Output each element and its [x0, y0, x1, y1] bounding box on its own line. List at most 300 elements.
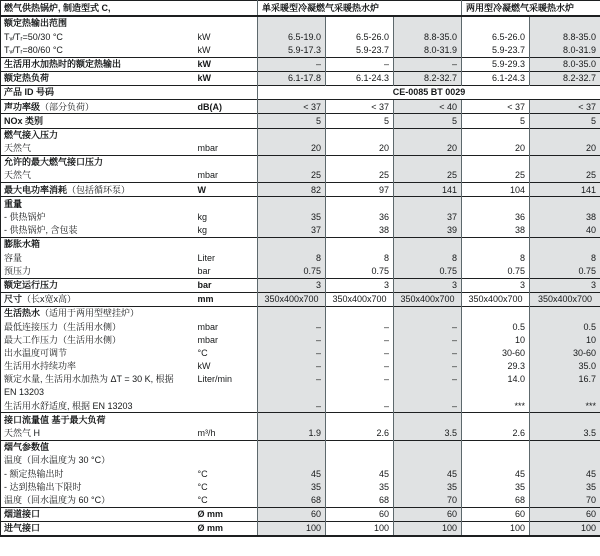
row-label: 最大电功率消耗（包括循环泵）: [1, 183, 196, 197]
row-unit: mbar: [197, 321, 219, 332]
value-cell: 68: [326, 494, 394, 508]
row-unit: bar: [197, 265, 211, 276]
value-cell: 5: [258, 114, 326, 128]
value-cell: [326, 16, 394, 30]
row-unit: °C: [197, 481, 208, 492]
value-cell: 3: [258, 278, 326, 292]
row-label: 进气接口: [1, 521, 196, 536]
value-cell: 35: [462, 480, 530, 493]
value-cell: 10: [530, 333, 600, 346]
row-label: EN 13203: [4, 387, 45, 398]
row-label: 生活用水持续功率: [4, 361, 77, 372]
value-cell: 37: [394, 211, 462, 224]
value-cell: 36: [326, 211, 394, 224]
row-unit: mm: [196, 292, 258, 306]
value-cell: [326, 197, 394, 211]
value-cell: 0.75: [462, 264, 530, 278]
row-label: 产品 ID 号码: [1, 85, 196, 99]
value-cell: –: [394, 333, 462, 346]
value-cell: 8: [530, 251, 600, 264]
value-cell: [394, 386, 462, 399]
table-row: [1, 43, 600, 57]
value-cell: 25: [394, 169, 462, 183]
value-cell: 45: [530, 467, 600, 480]
value-cell: [462, 128, 530, 142]
value-cell: 60: [258, 507, 326, 521]
value-cell: –: [394, 57, 462, 71]
value-cell: 40: [530, 224, 600, 238]
value-cell: [326, 454, 394, 467]
value-cell: –: [258, 347, 326, 360]
value-cell: 8.0-35.0: [530, 57, 600, 71]
value-cell: 38: [326, 224, 394, 238]
row-unit: W: [196, 183, 258, 197]
value-cell: –: [326, 320, 394, 333]
value-cell: 6.5-19.0: [258, 30, 326, 43]
value-cell: [326, 413, 394, 427]
value-cell: –: [258, 333, 326, 346]
value-cell: [394, 16, 462, 30]
value-cell: [462, 306, 530, 320]
value-cell: [530, 238, 600, 252]
value-cell: 36: [462, 211, 530, 224]
row-unit: kW: [196, 57, 258, 71]
row-unit: [196, 155, 258, 169]
row-unit: [196, 114, 258, 128]
row-label: 预压力: [4, 265, 32, 276]
row-label: - 供热锅炉: [4, 212, 46, 223]
value-cell: 8.0-31.9: [394, 43, 462, 57]
value-cell: 6.5-26.0: [462, 30, 530, 43]
value-cell: 38: [462, 224, 530, 238]
row-label: 天然气: [4, 170, 32, 181]
value-cell: 8.0-31.9: [530, 43, 600, 57]
value-cell: 3.5: [530, 427, 600, 441]
value-cell: [326, 155, 394, 169]
value-cell: < 37: [326, 100, 394, 114]
value-cell: 5.9-23.7: [462, 43, 530, 57]
row-unit: kW: [196, 71, 258, 85]
row-label: 烟道接口: [1, 507, 196, 521]
value-cell: [258, 128, 326, 142]
value-cell: ***: [462, 399, 530, 413]
row-unit: [196, 440, 258, 454]
row-label: 尺寸（长x宽x高）: [1, 292, 196, 306]
value-cell: –: [258, 360, 326, 373]
table-row: [1, 467, 600, 480]
value-cell: 16.7: [530, 373, 600, 386]
value-cell: [326, 440, 394, 454]
table-row: [1, 306, 600, 320]
table-row: [1, 16, 600, 30]
value-cell: [462, 197, 530, 211]
row-label: Tᵥ/Tᵣ=50/30 °C: [4, 31, 63, 42]
row-label: 生活热水（适用于两用型壁挂炉）: [1, 306, 196, 320]
value-cell: 20: [394, 142, 462, 156]
value-cell: [258, 413, 326, 427]
value-cell: [326, 128, 394, 142]
value-cell: 10: [462, 333, 530, 346]
value-cell: 350x400x700: [530, 292, 600, 306]
value-cell: < 37: [462, 100, 530, 114]
value-cell: 141: [394, 183, 462, 197]
table-row: [1, 197, 600, 211]
value-cell: [394, 440, 462, 454]
row-unit: bar: [196, 278, 258, 292]
value-cell: < 37: [258, 100, 326, 114]
value-cell: –: [258, 399, 326, 413]
value-cell: –: [326, 57, 394, 71]
row-label: 允许的最大燃气接口压力: [1, 155, 196, 169]
row-label: 生活用水舒适度, 根据 EN 13203: [4, 400, 133, 411]
value-cell: 8.2-32.7: [530, 71, 600, 85]
table-row: [1, 238, 600, 252]
value-cell: 5: [394, 114, 462, 128]
table-row: [1, 183, 600, 197]
value-cell: 0.5: [462, 320, 530, 333]
table-body: [1, 16, 600, 536]
value-cell: 5: [530, 114, 600, 128]
row-unit: [196, 454, 258, 467]
value-cell: [258, 386, 326, 399]
value-cell: 8: [394, 251, 462, 264]
row-label: 额定热输出范围: [1, 16, 196, 30]
value-cell: 3: [530, 278, 600, 292]
value-cell: 350x400x700: [394, 292, 462, 306]
value-cell: [462, 413, 530, 427]
row-unit: [196, 238, 258, 252]
value-cell: 60: [394, 507, 462, 521]
row-label: 接口流量值 基于最大负荷: [1, 413, 196, 427]
value-cell: 39: [394, 224, 462, 238]
table-row: [1, 85, 600, 99]
table-row: [1, 480, 600, 493]
value-cell: 6.1-24.3: [462, 71, 530, 85]
value-cell: [394, 306, 462, 320]
row-unit: kW: [197, 44, 211, 55]
value-cell: [326, 386, 394, 399]
value-cell: 350x400x700: [258, 292, 326, 306]
value-cell: 1.9: [258, 427, 326, 441]
table-row: [1, 373, 600, 386]
value-cell: 6.5-26.0: [326, 30, 394, 43]
value-cell: 3: [394, 278, 462, 292]
value-cell: [258, 155, 326, 169]
table-row: [1, 211, 600, 224]
value-cell: 0.75: [258, 264, 326, 278]
value-cell: [258, 440, 326, 454]
value-cell: 70: [530, 494, 600, 508]
row-unit: [196, 399, 258, 413]
value-cell: [258, 16, 326, 30]
value-cell: 20: [530, 142, 600, 156]
value-cell: 30-60: [462, 347, 530, 360]
value-cell: [530, 386, 600, 399]
value-cell: 100: [462, 521, 530, 536]
value-cell: [530, 16, 600, 30]
table-row: [1, 521, 600, 536]
row-unit: kW: [197, 31, 211, 42]
row-label: 天然气: [4, 143, 32, 154]
value-cell: 25: [462, 169, 530, 183]
value-cell: –: [394, 347, 462, 360]
table-row: [1, 320, 600, 333]
value-cell: 30-60: [530, 347, 600, 360]
value-cell: 6.1-24.3: [326, 71, 394, 85]
value-cell: [462, 155, 530, 169]
row-label: Tᵥ/Tᵣ=80/60 °C: [4, 44, 63, 55]
row-unit: [196, 197, 258, 211]
row-unit: Liter/min: [197, 374, 233, 385]
value-cell: 35: [530, 480, 600, 493]
table-row: [1, 30, 600, 43]
value-cell: [530, 454, 600, 467]
value-cell: 6.1-17.8: [258, 71, 326, 85]
value-cell: [394, 454, 462, 467]
value-cell: 141: [530, 183, 600, 197]
unit-column-header: [196, 1, 258, 17]
table-title: 燃气供热锅炉, 制造型式 C,: [1, 1, 196, 17]
value-cell: 100: [394, 521, 462, 536]
value-cell: [462, 454, 530, 467]
value-cell: 82: [258, 183, 326, 197]
value-cell: [394, 128, 462, 142]
value-cell: 45: [394, 467, 462, 480]
value-cell: [326, 306, 394, 320]
value-cell: 45: [258, 467, 326, 480]
row-label: 生活用水加热时的额定热输出: [1, 57, 196, 71]
value-cell: –: [326, 347, 394, 360]
row-label: 额定运行压力: [1, 278, 196, 292]
row-unit: °C: [197, 347, 208, 358]
value-cell: 2.6: [462, 427, 530, 441]
row-label: - 达到热输出下限时: [4, 481, 82, 492]
value-cell: –: [258, 320, 326, 333]
product-id-value: CE-0085 BT 0029: [258, 85, 600, 99]
value-cell: –: [326, 373, 394, 386]
row-unit: [196, 85, 258, 99]
value-cell: [530, 306, 600, 320]
value-cell: –: [326, 333, 394, 346]
value-cell: 20: [258, 142, 326, 156]
value-cell: [394, 155, 462, 169]
value-cell: 37: [258, 224, 326, 238]
value-cell: 5: [326, 114, 394, 128]
value-cell: 0.5: [530, 320, 600, 333]
value-cell: [326, 238, 394, 252]
table-row: [1, 333, 600, 346]
value-cell: 8.8-35.0: [394, 30, 462, 43]
table-header-row: [1, 1, 600, 17]
value-cell: [530, 128, 600, 142]
value-cell: 100: [258, 521, 326, 536]
table-row: [1, 360, 600, 373]
value-cell: 8: [326, 251, 394, 264]
value-cell: [530, 413, 600, 427]
row-unit: mbar: [197, 170, 219, 181]
row-label: NOx 类别: [1, 114, 196, 128]
value-cell: [258, 454, 326, 467]
value-cell: 97: [326, 183, 394, 197]
table-row: [1, 142, 600, 156]
value-cell: 29.3: [462, 360, 530, 373]
row-label: - 额定热输出时: [4, 468, 64, 479]
value-cell: 45: [326, 467, 394, 480]
value-cell: 3: [462, 278, 530, 292]
table-row: [1, 57, 600, 71]
value-cell: 8: [258, 251, 326, 264]
row-label: 温度（回水温度为 30 °C）: [4, 455, 111, 466]
value-cell: 45: [462, 467, 530, 480]
table-row: [1, 292, 600, 306]
value-cell: 3.5: [394, 427, 462, 441]
row-unit: Ø mm: [196, 521, 258, 536]
value-cell: 350x400x700: [326, 292, 394, 306]
row-label: 膨胀水箱: [1, 238, 196, 252]
value-cell: [530, 197, 600, 211]
value-cell: [462, 16, 530, 30]
value-cell: 20: [462, 142, 530, 156]
value-cell: [394, 238, 462, 252]
value-cell: 0.75: [530, 264, 600, 278]
value-cell: 100: [326, 521, 394, 536]
value-cell: 5.9-17.3: [258, 43, 326, 57]
row-label: 重量: [1, 197, 196, 211]
row-label: 容量: [4, 252, 23, 263]
value-cell: 8: [462, 251, 530, 264]
value-cell: ***: [530, 399, 600, 413]
value-cell: [530, 440, 600, 454]
row-label: 最低连接压力（生活用水侧）: [4, 321, 122, 332]
table-row: [1, 494, 600, 508]
row-label: 温度（回水温度为 60 °C）: [4, 494, 111, 505]
table-row: [1, 278, 600, 292]
value-cell: –: [394, 399, 462, 413]
value-cell: 5.9-29.3: [462, 57, 530, 71]
row-label: 额定水量, 生活用水加热为 ΔT = 30 K, 根据: [4, 374, 174, 385]
table-row: [1, 100, 600, 114]
value-cell: –: [326, 360, 394, 373]
value-cell: –: [258, 57, 326, 71]
value-cell: –: [394, 373, 462, 386]
value-cell: 35: [258, 480, 326, 493]
value-cell: 60: [530, 507, 600, 521]
value-cell: 68: [462, 494, 530, 508]
row-unit: Ø mm: [196, 507, 258, 521]
value-cell: 35.0: [530, 360, 600, 373]
table-row: [1, 440, 600, 454]
row-unit: Liter: [197, 252, 216, 263]
value-cell: –: [394, 360, 462, 373]
table-row: [1, 155, 600, 169]
value-cell: 70: [394, 494, 462, 508]
row-unit: [196, 306, 258, 320]
row-unit: [196, 128, 258, 142]
row-unit: kg: [197, 225, 208, 236]
table-row: [1, 507, 600, 521]
row-unit: °C: [197, 468, 208, 479]
table-row: [1, 454, 600, 467]
table-row: [1, 264, 600, 278]
value-cell: 38: [530, 211, 600, 224]
value-cell: 60: [326, 507, 394, 521]
value-cell: 25: [258, 169, 326, 183]
value-cell: 3: [326, 278, 394, 292]
row-unit: kg: [197, 212, 208, 223]
row-unit: [196, 386, 258, 399]
value-cell: 14.0: [462, 373, 530, 386]
row-unit: m³/h: [197, 428, 216, 439]
value-cell: 100: [530, 521, 600, 536]
value-cell: 8.2-32.7: [394, 71, 462, 85]
table-row: [1, 386, 600, 399]
value-cell: 0.75: [394, 264, 462, 278]
table-row: [1, 413, 600, 427]
row-unit: [196, 413, 258, 427]
value-cell: 60: [462, 507, 530, 521]
row-label: 天然气 H: [4, 428, 41, 439]
row-label: 额定热负荷: [1, 71, 196, 85]
value-cell: –: [394, 320, 462, 333]
table-row: [1, 114, 600, 128]
column-group-single-heating: 单采暖型冷凝燃气采暖热水炉: [258, 1, 462, 17]
row-unit: dB(A): [196, 100, 258, 114]
table-row: [1, 71, 600, 85]
value-cell: [462, 440, 530, 454]
row-unit: [196, 16, 258, 30]
value-cell: 35: [326, 480, 394, 493]
row-unit: mbar: [197, 143, 219, 154]
value-cell: –: [258, 373, 326, 386]
row-label: 出水温度可调节: [4, 347, 68, 358]
value-cell: [462, 386, 530, 399]
value-cell: 5: [462, 114, 530, 128]
row-label: 燃气接入压力: [1, 128, 196, 142]
value-cell: 25: [326, 169, 394, 183]
value-cell: 35: [394, 480, 462, 493]
value-cell: 5.9-23.7: [326, 43, 394, 57]
value-cell: 20: [326, 142, 394, 156]
value-cell: [258, 197, 326, 211]
row-label: 烟气参数值: [1, 440, 196, 454]
value-cell: 35: [258, 211, 326, 224]
value-cell: –: [326, 399, 394, 413]
table-row: [1, 169, 600, 183]
column-group-combi: 两用型冷凝燃气采暖热水炉: [462, 1, 600, 17]
table-row: [1, 427, 600, 441]
value-cell: 104: [462, 183, 530, 197]
value-cell: 8.8-35.0: [530, 30, 600, 43]
row-label: 声功率级（部分负荷）: [1, 100, 196, 114]
value-cell: [258, 306, 326, 320]
value-cell: 0.75: [326, 264, 394, 278]
row-unit: °C: [197, 494, 208, 505]
value-cell: [394, 413, 462, 427]
row-label: - 供热锅炉, 含包装: [4, 225, 78, 236]
table-row: [1, 224, 600, 238]
table-row: [1, 399, 600, 413]
value-cell: 2.6: [326, 427, 394, 441]
row-label: 最大工作压力（生活用水侧）: [4, 334, 122, 345]
value-cell: 25: [530, 169, 600, 183]
table-row: [1, 347, 600, 360]
value-cell: [394, 197, 462, 211]
value-cell: < 40: [394, 100, 462, 114]
value-cell: [258, 238, 326, 252]
value-cell: [530, 155, 600, 169]
value-cell: < 37: [530, 100, 600, 114]
row-unit: kW: [197, 361, 211, 372]
